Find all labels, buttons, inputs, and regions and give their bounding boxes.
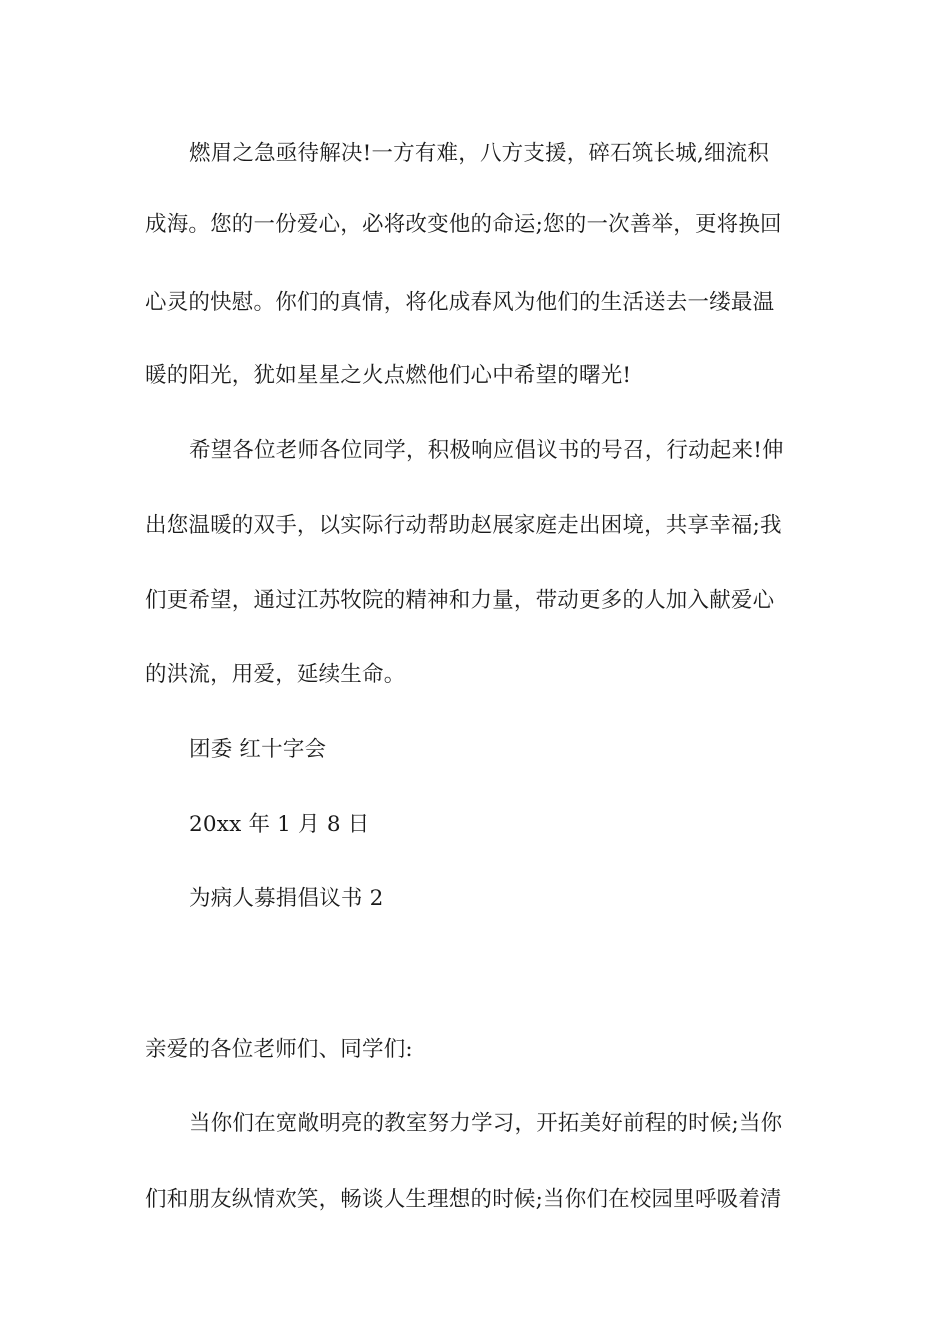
paragraph-3-line-1: 当你们在宽敞明亮的教室努力学习，开拓美好前程的时候;当你 bbox=[189, 1111, 783, 1136]
greeting: 亲爱的各位老师们、同学们: bbox=[145, 1037, 413, 1062]
signature-date: 20xx 年 1 月 8 日 bbox=[189, 812, 370, 837]
paragraph-2-line-2: 出您温暖的双手，以实际行动帮助赵展家庭走出困境，共享幸福;我 bbox=[145, 513, 782, 538]
section-title: 为病人募捐倡议书 2 bbox=[189, 886, 384, 911]
paragraph-1-line-4: 暖的阳光，犹如星星之火点燃他们心中希望的曙光! bbox=[145, 363, 632, 388]
signature-organizations: 团委 红十字会 bbox=[189, 737, 327, 762]
paragraph-2-line-4: 的洪流，用爱，延续生命。 bbox=[145, 662, 406, 687]
paragraph-2-line-1: 希望各位老师各位同学，积极响应倡议书的号召，行动起来!伸 bbox=[189, 438, 784, 463]
paragraph-2-line-3: 们更希望，通过江苏牧院的精神和力量，带动更多的人加入献爱心 bbox=[145, 588, 775, 613]
paragraph-3-line-2: 们和朋友纵情欢笑，畅谈人生理想的时候;当你们在校园里呼吸着清 bbox=[145, 1187, 782, 1212]
paragraph-1-line-1: 燃眉之急亟待解决!一方有难，八方支援，碎石筑长城,细流积 bbox=[189, 141, 770, 166]
paragraph-1-line-3: 心灵的快慰。你们的真情，将化成春风为他们的生活送去一缕最温 bbox=[145, 290, 775, 315]
paragraph-1-line-2: 成海。您的一份爱心，必将改变他的命运;您的一次善举，更将换回 bbox=[145, 212, 782, 237]
